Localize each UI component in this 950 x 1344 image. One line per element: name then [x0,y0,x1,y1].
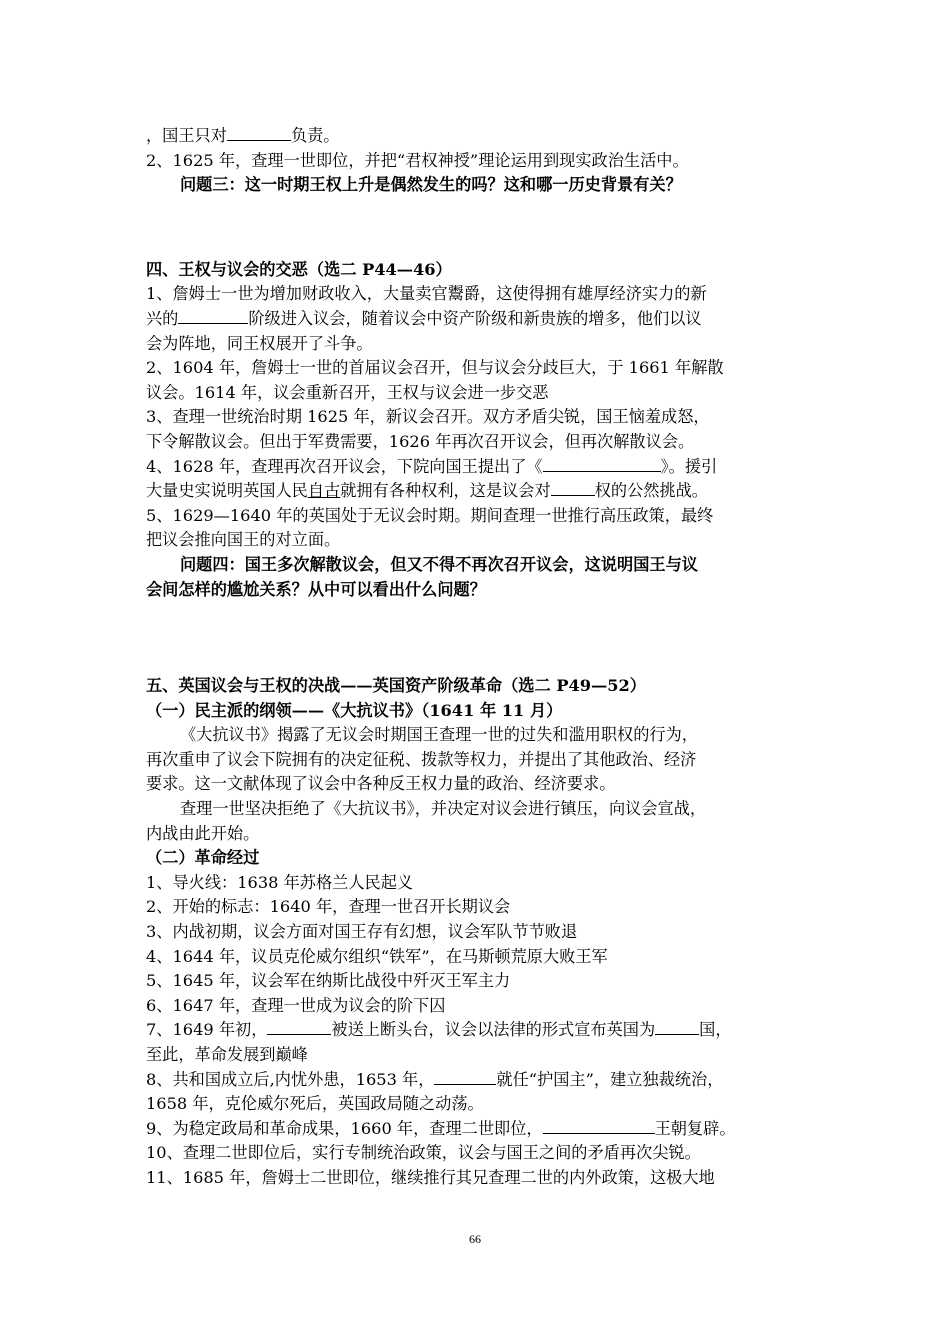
fill-blank [543,456,661,472]
text-fragment: 负责。 [290,126,340,145]
text-line: 把议会推向国王的对立面。 [146,530,341,550]
list-item: 6、1647 年，查理一世成为议会的阶下囚 [146,995,446,1015]
text-line: 3、查理一世统治时期 1625 年，新议会召开。双方矛盾尖锐，国王恼羞成怒， [146,407,710,427]
text-line [146,124,808,149]
text-line: 2、1625 年，查理一世即位，并把“君权神授”理论运用到现实政治生活中。 [146,150,689,170]
text-line: 2、1604 年，詹姆士一世的首届议会召开，但与议会分歧巨大，于 1661 年解散 [146,358,724,378]
list-item [146,1068,808,1093]
text-fragment: 8、共和国成立后,内忧外患，1653 年， [146,1069,435,1089]
question-three: 问题三：这一时期王权上升是偶然发生的吗？这和哪一历史背景有关？ [180,175,682,195]
subsection-heading: （一）民主派的纲领——《大抗议书》（1641 年 11 月） [146,700,563,720]
question-four: 问题四：国王多次解散议会，但又不得不再次召开议会，这说明国王与议 [180,554,698,574]
fill-blank [551,480,595,496]
page-number: 66 [469,1232,481,1246]
text-line [146,307,808,332]
document-body [146,124,808,1191]
text-line: 《大抗议书》揭露了无议会时期国王查理一世的过失和滥用职权的行为， [180,725,698,745]
fill-blank [178,308,248,324]
fill-blank [267,1019,331,1035]
text-fragment: 王朝复辟。 [654,1118,736,1138]
text-fragment: 7、1649 年初， [146,1020,268,1040]
text-line [146,455,808,480]
subsection-heading: （二）革命经过 [146,848,260,868]
underlined-text: 自古 [307,481,341,501]
text-fragment: 阶级进入议会，随着议会中资产阶级和新贵族的增多，他们以议 [248,308,702,328]
list-item: 2、开始的标志：1640 年，查理一世召开长期议会 [146,897,511,917]
text-line: 要求。这一文献体现了议会中各种反王权力量的政治、经济要求。 [146,774,616,794]
text-line: 5、1629—1640 年的英国处于无议会时期。期间查理一世推行高压政策，最终 [146,505,714,525]
list-item: 10、查理二世即位后，实行专制统治政策，议会与国王之间的矛盾再次尖锐。 [146,1143,701,1163]
text-fragment: ，国王只对 [146,126,227,145]
list-item: 4、1644 年，议员克伦威尔组织“铁军”，在马斯顿荒原大败王军 [146,946,608,966]
text-fragment: 权的公然挑战。 [594,481,708,501]
list-item [146,1117,808,1142]
list-item: 11、1685 年，詹姆士二世即位，继续推行其兄查理二世的内外政策，这极大地 [146,1167,715,1187]
text-line: 1、詹姆士一世为增加财政收入，大量卖官鬻爵，这使得拥有雄厚经济实力的新 [146,284,707,304]
text-fragment: 被送上断头台，议会以法律的形式宣布英国为 [331,1020,656,1040]
fill-blank [543,1118,655,1134]
section-five-heading: 五、英国议会与王权的决战——英国资产阶级革命（选二 P49—52） [146,676,646,696]
text-line: 会为阵地，同王权展开了斗争。 [146,333,373,353]
text-fragment: 国， [699,1020,732,1040]
text-line: 下令解散议会。但出于军费需要，1626 年再次召开议会，但再次解散议会。 [146,431,695,451]
text-line: 内战由此开始。 [146,823,260,843]
text-fragment: 就拥有各种权利，这是议会对 [340,481,551,501]
fill-blank [434,1069,496,1085]
section-four-heading: 四、王权与议会的交恶（选二 P44—46） [146,259,452,279]
text-line [146,479,808,504]
list-item-cont: 至此，革命发展到巅峰 [146,1045,308,1064]
list-item: 3、内战初期，议会方面对国王存有幻想，议会军队节节败退 [146,922,578,942]
list-item: 5、1645 年，议会军在纳斯比战役中歼灭王军主力 [146,971,511,991]
list-item [146,1018,808,1043]
text-fragment: 9、为稳定政局和革命成果，1660 年，查理二世即位， [146,1118,543,1138]
question-four-cont: 会间怎样的尴尬关系？从中可以看出什么问题？ [146,579,486,599]
text-line: 查理一世坚决拒绝了《大抗议书》，并决定对议会进行镇压，向议会宣战， [180,799,707,819]
text-line: 再次重申了议会下院拥有的决定征税、拨款等权力，并提出了其他政治、经济 [146,749,697,769]
text-fragment: 就任“护国主”，建立独裁统治， [496,1069,724,1089]
text-fragment: 兴的 [146,308,179,328]
text-fragment: 4、1628 年，查理再次召开议会，下院向国王提出了《 [146,456,543,476]
list-item-cont: 1658 年，克伦威尔死后，英国政局随之动荡。 [146,1094,484,1114]
text-fragment: 大量史实说明英国人民 [146,481,308,501]
fill-blank [655,1019,699,1035]
text-line: 议会。1614 年，议会重新召开，王权与议会进一步交恶 [146,382,549,402]
list-item: 1、导火线：1638 年苏格兰人民起义 [146,872,414,892]
fill-blank [227,125,291,141]
text-fragment: 》。援引 [660,456,718,476]
